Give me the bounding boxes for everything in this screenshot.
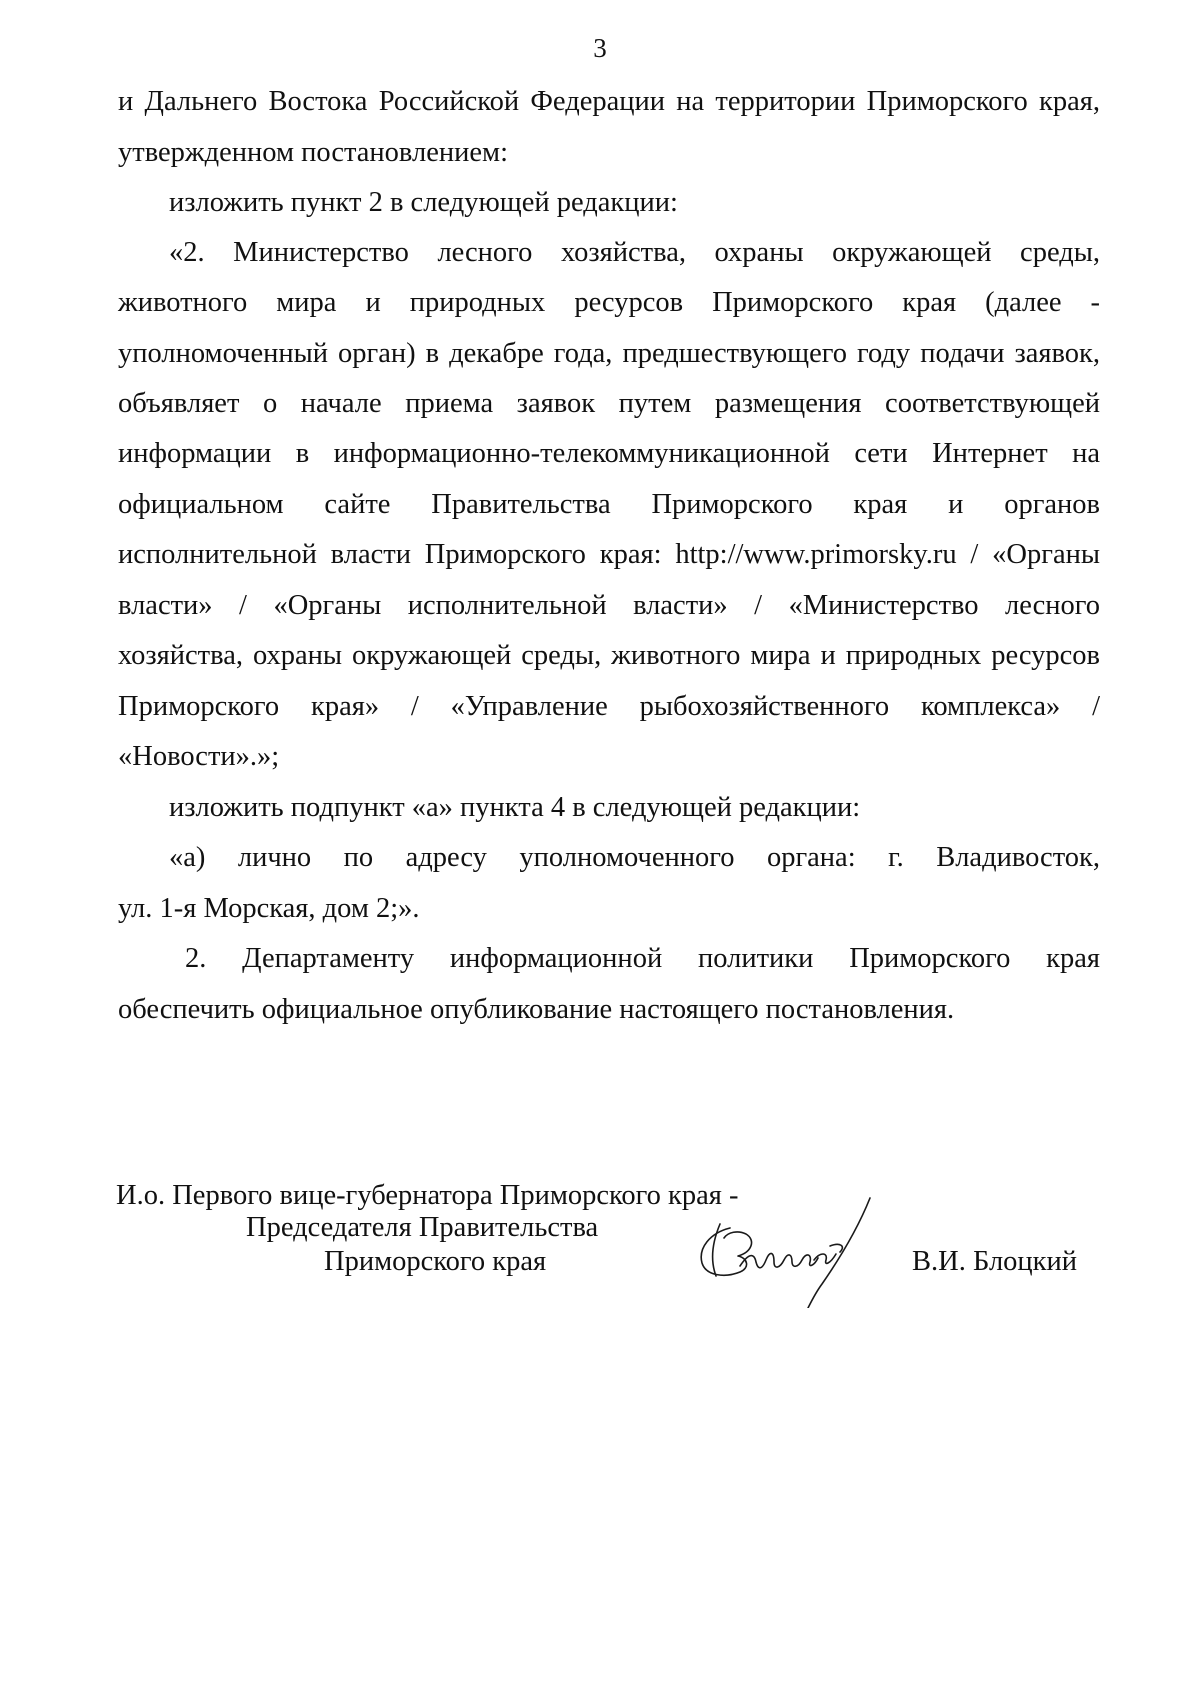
body-line: «Новости».»; (118, 741, 280, 772)
body-line: 2. Департаменту информационной политики Приморского края (185, 943, 1100, 974)
body-line: ул. 1-я Морская, дом 2;». (118, 893, 420, 924)
signatory-position-line1: И.о. Первого вице-губернатора Приморского края - (116, 1180, 739, 1211)
body-line: информации в информационно-телекоммуникационной сети Интернет на (118, 438, 1100, 469)
body-line: и Дальнего Востока Российской Федерации на территории Приморского края, (118, 86, 1100, 117)
body-line: обеспечить официальное опубликование настоящего постановления. (118, 994, 955, 1025)
body-line: животного мира и природных ресурсов Приморского края (далее - (118, 287, 1100, 318)
body-line: Приморского края» / «Управление рыбохозяйственного комплекса» / (118, 691, 1100, 722)
body-line: изложить подпункт «а» пункта 4 в следующей редакции: (169, 792, 861, 823)
body-line: власти» / «Органы исполнительной власти» / «Министерство лесного (118, 590, 1100, 621)
body-line: объявляет о начале приема заявок путем размещения соответствующей (118, 388, 1100, 419)
body-line: уполномоченный орган) в декабре года, предшествующего году подачи заявок, (118, 338, 1100, 369)
signatory-position-line2: Председателя Правительства (246, 1212, 599, 1243)
body-line: хозяйства, охраны окружающей среды, животного мира и природных ресурсов (118, 640, 1100, 671)
body-line: «2. Министерство лесного хозяйства, охраны окружающей среды, (169, 237, 1100, 268)
body-line: утвержденном постановлением: (118, 137, 508, 168)
signatory-position-line3: Приморского края (324, 1246, 547, 1277)
body-line: изложить пункт 2 в следующей редакции: (169, 187, 678, 218)
handwritten-signature (690, 1188, 920, 1308)
signatory-name: В.И. Блоцкий (912, 1246, 1078, 1277)
body-line: «а) лично по адресу уполномоченного органа: г. Владивосток, (169, 842, 1100, 873)
page-number: 3 (593, 33, 607, 63)
body-line: исполнительной власти Приморского края: http://www.primorsky.ru / «Органы (118, 539, 1100, 570)
body-line: официальном сайте Правительства Приморского края и органов (118, 489, 1100, 520)
